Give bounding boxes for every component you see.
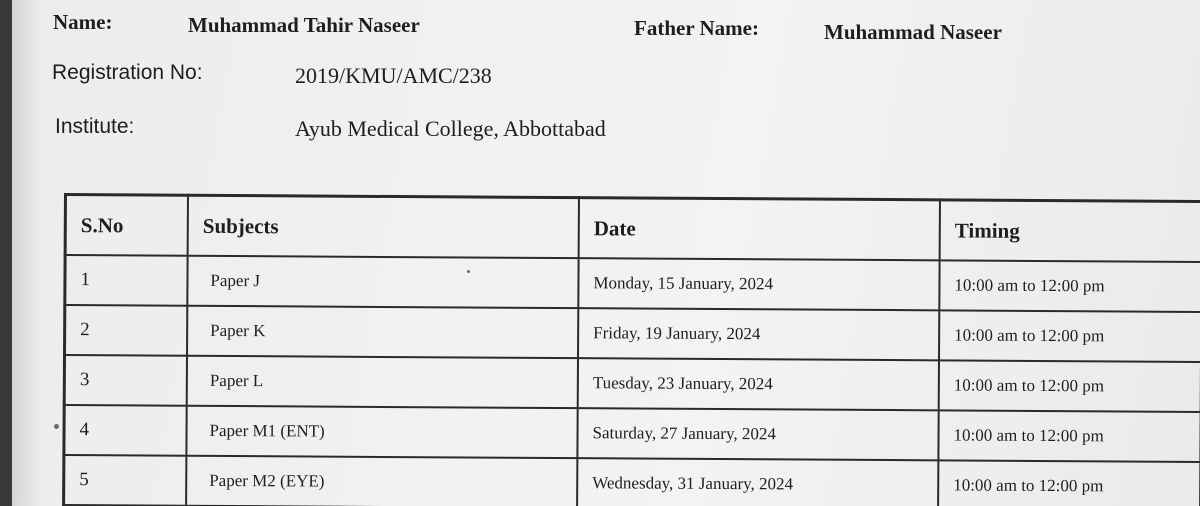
pen-mark [54,424,59,429]
cell-timing: 10:00 am to 12:00 pm [939,310,1200,362]
table-row [64,355,1200,412]
cell-sno: 1 [65,255,188,306]
father-name-label: Father Name: [634,16,759,40]
cell-timing: 10:00 am to 12:00 pm [938,460,1200,506]
table-row [64,455,1200,506]
cell-sno: 2 [65,305,188,356]
cell-sno: 5 [64,455,187,506]
cell-subject: Paper M1 (ENT) [186,406,577,458]
institute-name: Ayub Medical College, Abbottabad [295,116,606,141]
cell-subject: Paper M2 (EYE) [186,456,577,506]
cell-subject: Paper L [187,356,578,408]
cell-timing: 10:00 am to 12:00 pm [939,360,1200,412]
registration-number: 2019/KMU/AMC/238 [295,63,492,88]
table-row [64,405,1200,462]
cell-date: Saturday, 27 January, 2024 [577,408,938,460]
table-row [65,255,1200,312]
cell-sno: 3 [64,355,187,406]
cell-timing: 10:00 am to 12:00 pm [938,410,1200,462]
cell-subject: Paper J [187,256,578,308]
father-name: Muhammad Naseer [824,20,1002,44]
header-timing: Timing [940,200,1200,262]
name-label: Name: [53,10,113,34]
header-date: Date [579,198,940,261]
exam-schedule-table [62,193,1200,506]
student-name: Muhammad Tahir Naseer [188,13,420,37]
cell-sno: 4 [64,405,187,456]
cell-subject: Paper K [187,306,578,358]
registration-label: Registration No: [52,61,203,84]
cell-date: Wednesday, 31 January, 2024 [577,458,938,506]
institute-label: Institute: [55,115,135,138]
header-subjects: Subjects [188,195,579,258]
cell-date: Tuesday, 23 January, 2024 [578,358,939,410]
header-sno: S.No [65,195,188,256]
table-header-row [65,195,1200,262]
table-row [65,305,1200,362]
cell-date: Monday, 15 January, 2024 [578,258,939,310]
cell-date: Friday, 19 January, 2024 [578,308,939,360]
document-page [12,0,1200,506]
cell-timing: 10:00 am to 12:00 pm [939,260,1200,312]
